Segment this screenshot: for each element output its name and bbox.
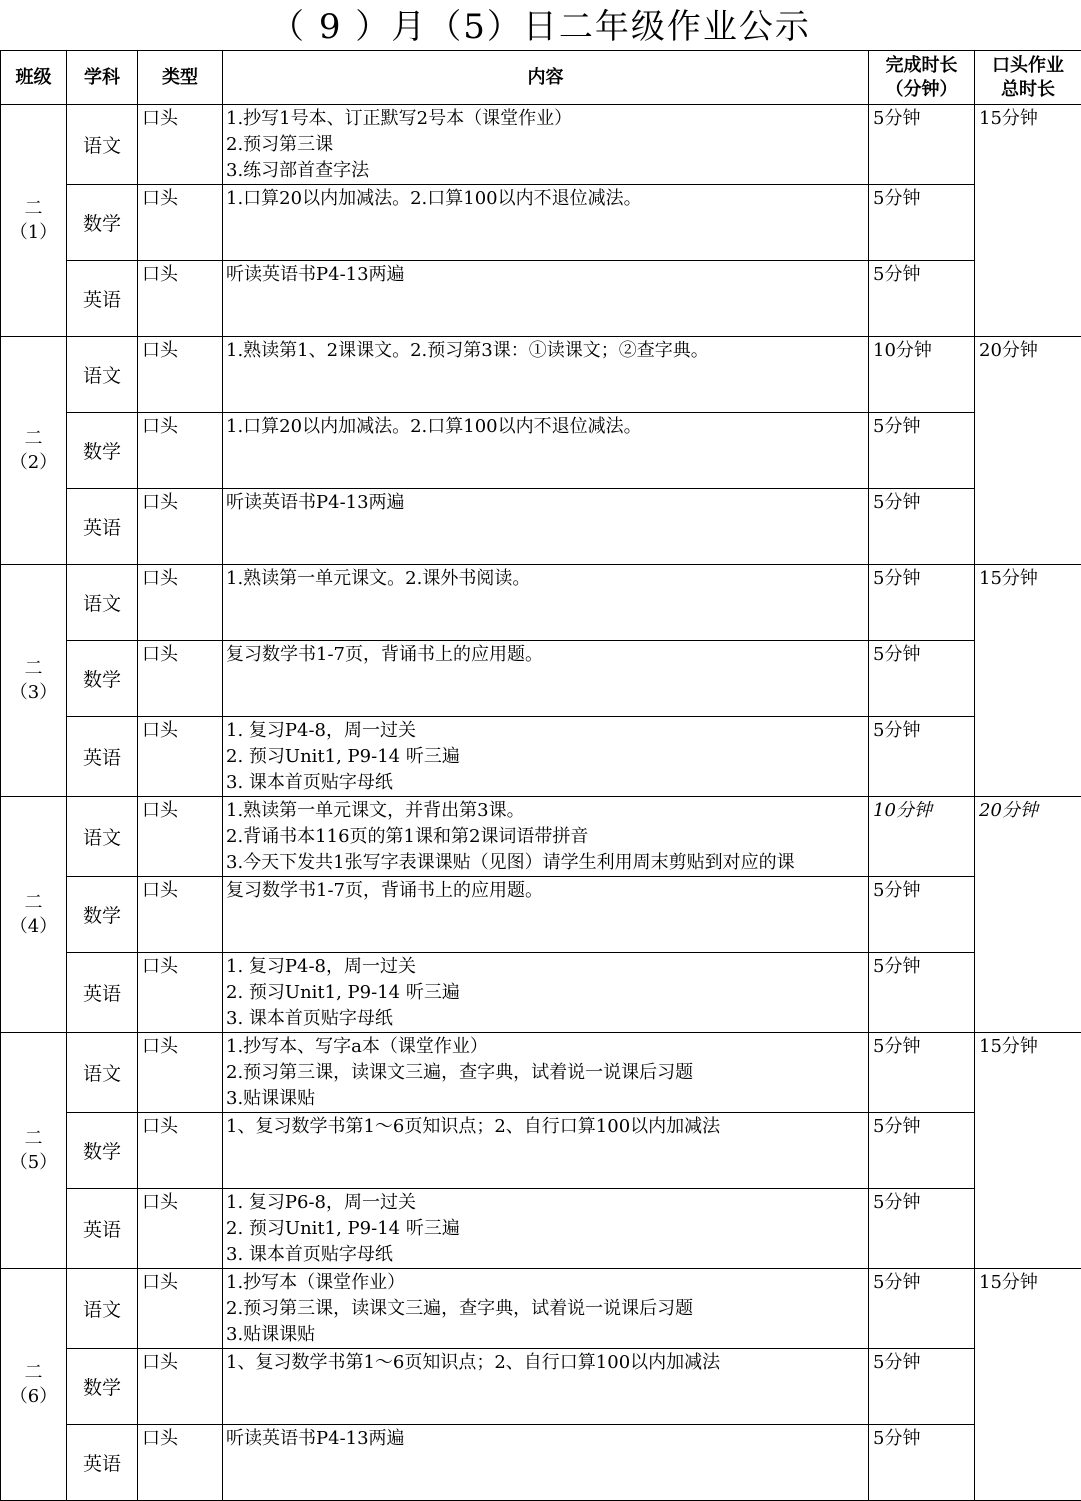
content-cell [223, 1349, 869, 1425]
content-cell [223, 797, 869, 877]
total-duration-cell: 15分钟 [975, 1033, 1081, 1269]
content-line: 2.背诵书本116页的第1课和第2课词语带拼音 [226, 824, 868, 850]
subject-cell: 英语 [67, 717, 138, 797]
content-line: 1、复习数学书第1～6页知识点；2、自行口算100以内加减法 [226, 1114, 868, 1140]
table-row [1, 337, 1081, 413]
table-row [1, 185, 1081, 261]
header-type: 类型 [138, 51, 223, 105]
table-row [1, 717, 1081, 797]
content-cell [223, 1033, 869, 1113]
content-line: 3.练习部首查字法 [226, 158, 868, 184]
content-line: 3.贴课课贴 [226, 1322, 868, 1348]
content-line: 2.预习第三课，读课文三遍，查字典，试着说一说课后习题 [226, 1060, 868, 1086]
content-cell [223, 489, 869, 565]
duration-cell: 5分钟 [869, 105, 975, 185]
content-line: 1.抄写本（课堂作业） [226, 1270, 868, 1296]
class-grade: 二 [1, 891, 66, 915]
content-line: 3.贴课课贴 [226, 1086, 868, 1112]
content-cell [223, 877, 869, 953]
content-line: 2.预习第三课，读课文三遍，查字典，试着说一说课后习题 [226, 1296, 868, 1322]
content-line: 1.抄写本、写字a本（课堂作业） [226, 1034, 868, 1060]
subject-cell: 语文 [67, 105, 138, 185]
type-cell: 口头 [138, 1189, 223, 1269]
duration-cell: 10分钟 [869, 797, 975, 877]
content-line: 2. 预习Unit1, P9-14 听三遍 [226, 980, 868, 1006]
table-row [1, 413, 1081, 489]
type-cell: 口头 [138, 489, 223, 565]
subject-cell: 数学 [67, 877, 138, 953]
content-line: 听读英语书P4-13两遍 [226, 262, 868, 288]
table-row [1, 261, 1081, 337]
type-cell: 口头 [138, 1425, 223, 1501]
content-cell [223, 953, 869, 1033]
header-duration-line2: （分钟） [869, 78, 974, 102]
class-number: （3） [1, 681, 66, 705]
content-line: 1.口算20以内加减法。2.口算100以内不退位减法。 [226, 186, 868, 212]
content-line: 复习数学书1-7页，背诵书上的应用题。 [226, 878, 868, 904]
subject-cell: 数学 [67, 1113, 138, 1189]
table-row [1, 953, 1081, 1033]
type-cell: 口头 [138, 337, 223, 413]
subject-cell: 英语 [67, 953, 138, 1033]
class-number: （2） [1, 451, 66, 475]
subject-cell: 语文 [67, 797, 138, 877]
table-row [1, 1349, 1081, 1425]
header-class: 班级 [1, 51, 67, 105]
duration-cell: 5分钟 [869, 261, 975, 337]
table-row [1, 1425, 1081, 1501]
class-grade: 二 [1, 427, 66, 451]
content-line: 1、复习数学书第1～6页知识点；2、自行口算100以内加减法 [226, 1350, 868, 1376]
duration-cell: 5分钟 [869, 489, 975, 565]
type-cell: 口头 [138, 185, 223, 261]
subject-cell: 数学 [67, 1349, 138, 1425]
table-row [1, 797, 1081, 877]
subject-cell: 数学 [67, 413, 138, 489]
type-cell: 口头 [138, 877, 223, 953]
subject-cell: 英语 [67, 261, 138, 337]
subject-cell: 数学 [67, 185, 138, 261]
table-row [1, 105, 1081, 185]
content-cell [223, 641, 869, 717]
class-cell [1, 797, 67, 1033]
table-row [1, 877, 1081, 953]
header-duration-line1: 完成时长 [869, 54, 974, 78]
content-cell [223, 185, 869, 261]
duration-cell: 5分钟 [869, 1425, 975, 1501]
content-line: 2. 预习Unit1, P9-14 听三遍 [226, 1216, 868, 1242]
duration-cell: 5分钟 [869, 1269, 975, 1349]
subject-cell: 英语 [67, 1425, 138, 1501]
subject-cell: 语文 [67, 565, 138, 641]
content-line: 1. 复习P6-8，周一过关 [226, 1190, 868, 1216]
type-cell: 口头 [138, 717, 223, 797]
content-line: 2.预习第三课 [226, 132, 868, 158]
total-duration-cell: 20分钟 [975, 797, 1081, 1033]
page-title: （ 9 ）月（5）日二年级作业公示 [0, 0, 1081, 50]
duration-cell: 5分钟 [869, 717, 975, 797]
subject-cell: 数学 [67, 641, 138, 717]
content-line: 1. 复习P4-8，周一过关 [226, 718, 868, 744]
type-cell: 口头 [138, 1349, 223, 1425]
type-cell: 口头 [138, 797, 223, 877]
class-number: （1） [1, 221, 66, 245]
subject-cell: 语文 [67, 1269, 138, 1349]
subject-cell: 语文 [67, 1033, 138, 1113]
content-line: 1.熟读第一单元课文，并背出第3课。 [226, 798, 868, 824]
subject-cell: 英语 [67, 489, 138, 565]
class-grade: 二 [1, 657, 66, 681]
type-cell: 口头 [138, 1269, 223, 1349]
duration-cell: 5分钟 [869, 185, 975, 261]
table-body [1, 105, 1081, 1501]
header-total [975, 51, 1081, 105]
content-line: 3.今天下发共1张写字表课课贴（见图）请学生利用周末剪贴到对应的课 [226, 850, 868, 876]
type-cell: 口头 [138, 565, 223, 641]
content-line: 复习数学书1-7页，背诵书上的应用题。 [226, 642, 868, 668]
content-line: 1.口算20以内加减法。2.口算100以内不退位减法。 [226, 414, 868, 440]
table-row [1, 641, 1081, 717]
content-line: 1.抄写1号本、订正默写2号本（课堂作业） [226, 106, 868, 132]
content-line: 2. 预习Unit1, P9-14 听三遍 [226, 744, 868, 770]
header-content: 内容 [223, 51, 869, 105]
total-duration-cell: 20分钟 [975, 337, 1081, 565]
duration-cell: 5分钟 [869, 953, 975, 1033]
content-line: 1.熟读第一单元课文。2.课外书阅读。 [226, 566, 868, 592]
class-number: （5） [1, 1151, 66, 1175]
content-cell [223, 105, 869, 185]
class-cell [1, 1269, 67, 1501]
content-line: 1. 复习P4-8，周一过关 [226, 954, 868, 980]
table-row [1, 1189, 1081, 1269]
content-line: 听读英语书P4-13两遍 [226, 1426, 868, 1452]
header-total-line1: 口头作业 [975, 54, 1081, 78]
content-line: 3. 课本首页贴字母纸 [226, 770, 868, 796]
duration-cell: 5分钟 [869, 877, 975, 953]
class-cell [1, 1033, 67, 1269]
type-cell: 口头 [138, 641, 223, 717]
total-duration-cell: 15分钟 [975, 105, 1081, 337]
type-cell: 口头 [138, 1113, 223, 1189]
class-cell [1, 337, 67, 565]
content-cell [223, 565, 869, 641]
duration-cell: 10分钟 [869, 337, 975, 413]
content-cell [223, 1189, 869, 1269]
content-line: 1.熟读第1、2课课文。2.预习第3课：①读课文；②查字典。 [226, 338, 868, 364]
homework-table [0, 50, 1081, 1501]
duration-cell: 5分钟 [869, 413, 975, 489]
duration-cell: 5分钟 [869, 1189, 975, 1269]
subject-cell: 语文 [67, 337, 138, 413]
duration-cell: 5分钟 [869, 1033, 975, 1113]
duration-cell: 5分钟 [869, 641, 975, 717]
table-row [1, 1269, 1081, 1349]
table-row [1, 565, 1081, 641]
type-cell: 口头 [138, 1033, 223, 1113]
class-cell [1, 565, 67, 797]
duration-cell: 5分钟 [869, 565, 975, 641]
class-number: （6） [1, 1385, 66, 1409]
content-cell [223, 261, 869, 337]
type-cell: 口头 [138, 261, 223, 337]
table-row [1, 489, 1081, 565]
content-cell [223, 717, 869, 797]
content-cell [223, 337, 869, 413]
header-row [1, 51, 1081, 105]
header-total-line2: 总时长 [975, 78, 1081, 102]
table-row [1, 1033, 1081, 1113]
type-cell: 口头 [138, 953, 223, 1033]
class-number: （4） [1, 915, 66, 939]
total-duration-cell: 15分钟 [975, 1269, 1081, 1501]
duration-cell: 5分钟 [869, 1113, 975, 1189]
class-grade: 二 [1, 1361, 66, 1385]
table-row [1, 1113, 1081, 1189]
content-cell [223, 1113, 869, 1189]
total-duration-cell: 15分钟 [975, 565, 1081, 797]
content-cell [223, 1425, 869, 1501]
class-grade: 二 [1, 197, 66, 221]
content-line: 3. 课本首页贴字母纸 [226, 1006, 868, 1032]
type-cell: 口头 [138, 105, 223, 185]
class-grade: 二 [1, 1127, 66, 1151]
content-line: 3. 课本首页贴字母纸 [226, 1242, 868, 1268]
duration-cell: 5分钟 [869, 1349, 975, 1425]
content-cell [223, 413, 869, 489]
content-line: 听读英语书P4-13两遍 [226, 490, 868, 516]
header-duration [869, 51, 975, 105]
subject-cell: 英语 [67, 1189, 138, 1269]
class-cell [1, 105, 67, 337]
header-subject: 学科 [67, 51, 138, 105]
type-cell: 口头 [138, 413, 223, 489]
content-cell [223, 1269, 869, 1349]
